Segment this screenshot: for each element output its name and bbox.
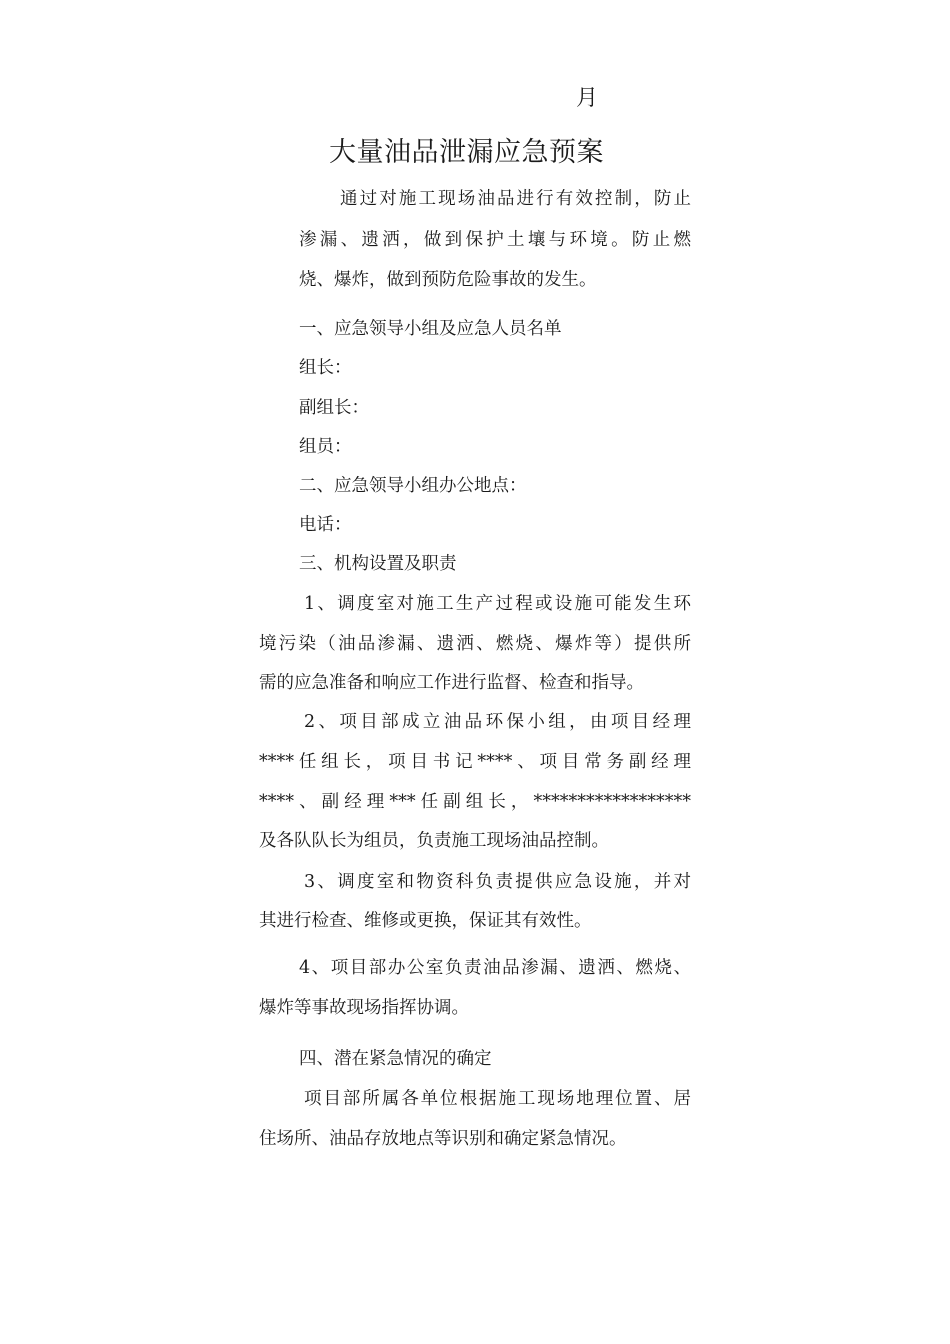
leader-label: 组长： [299,358,352,378]
item-1-line-1: 1、调度室对施工生产过程或设施可能发生环 [304,594,691,614]
intro-line-2: 渗漏、遗洒，做到保护土壤与环境。防止燃 [299,230,691,250]
section-1-heading: 一、应急领导小组及应急人员名单 [299,319,562,339]
section-4-line-1: 项目部所属各单位根据施工现场地理位置、居 [304,1089,691,1109]
item-4-line-1: 4、项目部办公室负责油品渗漏、遗洒、燃烧、 [299,958,691,978]
item-2-line-1: 2、项目部成立油品环保小组，由项目经理 [304,712,691,732]
item-2-line-4: 及各队队长为组员，负责施工现场油品控制。 [259,831,609,851]
header-month: 月 [576,86,599,111]
section-3-heading: 三、机构设置及职责 [299,554,457,574]
item-1-line-3: 需的应急准备和响应工作进行监督、检查和指导。 [259,673,644,693]
section-2-heading: 二、应急领导小组办公地点： [299,476,527,496]
item-3-line-2: 其进行检查、维修或更换，保证其有效性。 [259,911,592,931]
item-2-line-2: ****任组长，项目书记****、项目常务副经理 [259,752,691,772]
intro-line-1: 通过对施工现场油品进行有效控制，防止 [340,189,691,209]
document-title: 大量油品泄漏应急预案 [329,137,604,168]
item-4-line-2: 爆炸等事故现场指挥协调。 [259,998,469,1018]
section-4-line-2: 住场所、油品存放地点等识别和确定紧急情况。 [259,1129,627,1149]
section-4-heading: 四、潜在紧急情况的确定 [299,1049,492,1069]
item-1-line-2: 境污染（油品渗漏、遗洒、燃烧、爆炸等）提供所 [259,634,691,654]
item-3-line-1: 3、调度室和物资科负责提供应急设施，并对 [304,872,691,892]
phone-label: 电话： [299,515,352,535]
deputy-label: 副组长： [299,398,369,418]
item-2-line-3: ****、副经理***任副组长，****************** [259,792,691,812]
members-label: 组员： [299,437,352,457]
intro-line-3: 烧、爆炸，做到预防危险事故的发生。 [299,270,597,290]
